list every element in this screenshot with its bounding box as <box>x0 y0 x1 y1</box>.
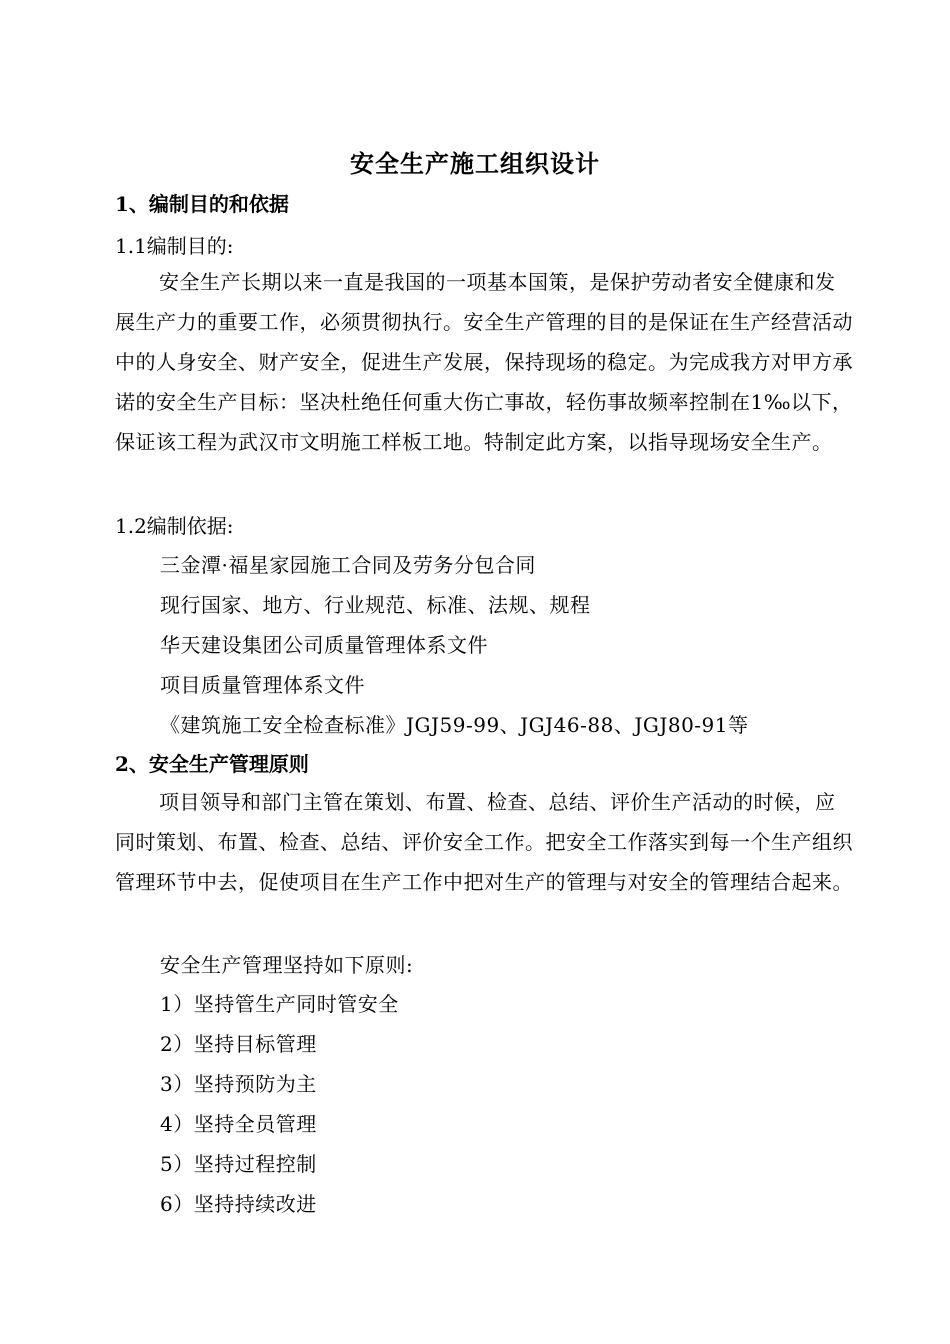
section-heading-1: 1、编制目的和依据 <box>115 192 289 216</box>
sub-heading-basis: 1.2编制依据: <box>115 514 234 538</box>
basis-item: 项目质量管理体系文件 <box>160 673 365 697</box>
principles-paragraph: 项目领导和部门主管在策划、布置、检查、总结、评价生产活动的时候，应同时策划、布置、检查、总结、评价安全工作。把安全工作落实到每一个生产组织管理环节中去，促使项目在生产工作中把对生产的管理与对安全的管理结合起来。 <box>115 790 853 894</box>
principle-item: 2）坚持目标管理 <box>160 1032 317 1056</box>
basis-item: 现行国家、地方、行业规范、标准、法规、规程 <box>160 593 591 617</box>
section-heading-2: 2、安全生产管理原则 <box>115 752 309 776</box>
document-title: 安全生产施工组织设计 <box>350 149 600 178</box>
principle-item: 6）坚持持续改进 <box>160 1192 317 1216</box>
basis-item: 华天建设集团公司质量管理体系文件 <box>160 633 488 657</box>
purpose-paragraph: 安全生产长期以来一直是我国的一项基本国策，是保护劳动者安全健康和发展生产力的重要工作，必须贯彻执行。安全生产管理的目的是保证在生产经营活动中的人身安全、财产安全，促进生产发展，保持现场的稳定。为完成我方对甲方承诺的安全生产目标：坚决杜绝任何重大伤亡事故，轻伤事故频率控制在1‰以下，保证该工程为武汉市文明施工样板工地。特制定此方案，以指导现场安全生产。 <box>115 270 853 454</box>
principle-item: 3）坚持预防为主 <box>160 1072 317 1096</box>
principles-intro: 安全生产管理坚持如下原则: <box>160 953 414 977</box>
principle-item: 4）坚持全员管理 <box>160 1112 317 1136</box>
principle-item: 1）坚持管生产同时管安全 <box>160 992 399 1016</box>
basis-item: 《建筑施工安全检查标准》JGJ59-99、JGJ46-88、JGJ80-91等 <box>160 713 749 737</box>
sub-heading-purpose: 1.1编制目的: <box>115 234 234 258</box>
principle-item: 5）坚持过程控制 <box>160 1152 317 1176</box>
basis-item: 三金潭·福星家园施工合同及劳务分包合同 <box>160 553 536 577</box>
